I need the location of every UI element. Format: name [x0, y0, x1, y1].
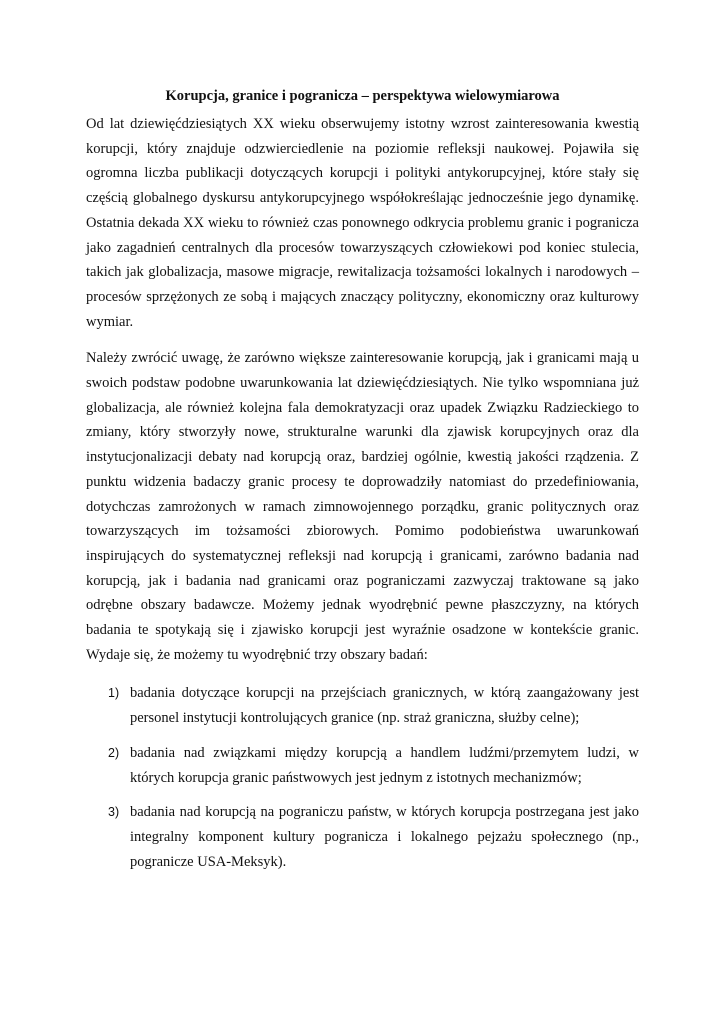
list-item-text: badania nad związkami między korupcją a handlem ludźmi/przemytem ludzi, w których korupcja granic państwowych jest jednym z istotnych mechanizmów;	[130, 744, 639, 786]
document-title: Korupcja, granice i pogranicza – perspektywa wielowymiarowa	[165, 88, 560, 104]
list-item	[86, 681, 639, 730]
paragraph-context: Należy zwrócić uwagę, że zarówno większe zainteresowanie korupcją, jak i granicami mają u swoich podstaw podobne uwarunkowania lat dziewięćdziesiątych. Nie tylko wspomniana już globalizacja, ale również kolejna fala demokratyzacji oraz upadek Związku Radzieckiego to zmiany, który stworzyły nowe, strukturalne warunki dla zjawisk korupcyjnych oraz dla instytucjonalizacji debaty nad korupcją oraz, bardziej ogólnie, kwestią jakości rządzenia. Z punktu widzenia badaczy granic procesy te doprowadziły natomiast do przedefiniowania, dotychczas zamrożonych w ramach zimnowojennego porządku, granic politycznych oraz towarzyszących im tożsamości zbiorowych. Pomimo podobieństwa uwarunkowań inspirujących do systematycznej refleksji nad korupcją i granicami, zarówno badania nad korupcją, jak i badania nad granicami oraz pograniczami zazwyczaj traktowane są jako odrębne obszary badawcze. Możemy jednak wyodrębnić pewne płaszczyzny, na których badania te spotykają się i zjawisko korupcji jest wyraźnie osadzone w kontekście granic. Wydaje się, że możemy tu wyodrębnić trzy obszary badań:	[86, 350, 639, 663]
list-item-text: badania nad korupcją na pograniczu państw, w których korupcja postrzegana jest jako integralny komponent kultury pogranicza i lokalnego pejzażu społecznego (np., pogranicze USA-Meksyk).	[130, 804, 639, 870]
list-marker: 1)	[108, 686, 120, 701]
list-item	[86, 800, 639, 874]
list-item	[86, 741, 639, 790]
list-item-text: badania dotyczące korupcji na przejściach granicznych, w którą zaangażowany jest personel instytucji kontrolujących granice (np. straż graniczna, służby celne);	[130, 685, 639, 727]
document-page	[86, 86, 639, 884]
paragraph-intro: Od lat dziewięćdziesiątych XX wieku obserwujemy istotny wzrost zainteresowania kwestią korupcji, który znajduje odzwierciedlenie na poziomie refleksji naukowej. Pojawiła się ogromna liczba publikacji dotyczących korupcji i polityki antykorupcyjnej, które stały się częścią globalnego dyskursu antykorupcyjnego współokreślając jednocześnie jego dynamikę. Ostatnia dekada XX wieku to również czas ponownego odkrycia problemu granic i pogranicza jako zagadnień centralnych dla procesów towarzyszących człowiekowi pod koniec stulecia, takich jak globalizacja, masowe migracje, rewitalizacja tożsamości lokalnych i narodowych – procesów sprzężonych ze sobą i mających znaczący polityczny, ekonomiczny oraz kulturowy wymiar.	[86, 116, 639, 330]
list-marker: 2)	[108, 745, 120, 760]
research-areas-list	[86, 681, 639, 874]
list-marker: 3)	[108, 805, 120, 820]
